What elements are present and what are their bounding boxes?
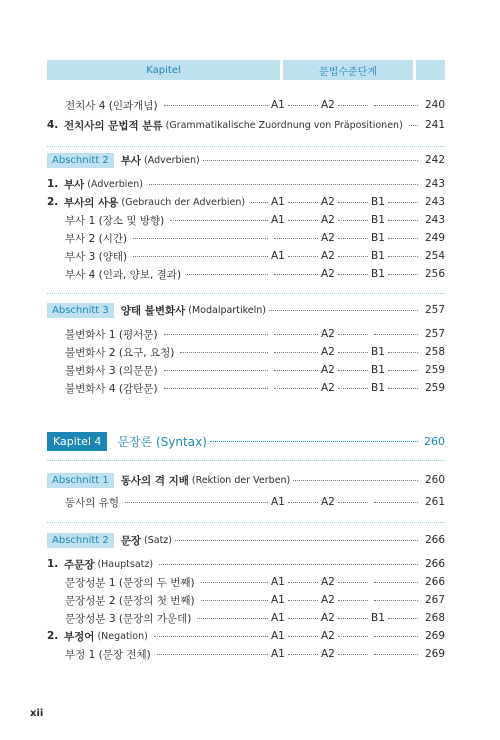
level-a2: A2 — [321, 594, 335, 606]
level-slot — [371, 232, 421, 244]
section-german-title: (Satz) — [144, 534, 173, 546]
dotted-leader — [288, 618, 318, 619]
level-columns — [271, 612, 421, 624]
level-slot — [371, 334, 421, 335]
header-niveau: 문법수준단계 — [283, 60, 413, 80]
page-number: xii — [30, 708, 44, 719]
dotted-leader — [388, 370, 418, 371]
entry-page-number: 267 — [424, 594, 445, 606]
dotted-leader — [274, 370, 318, 371]
level-slot — [271, 250, 321, 262]
dotted-leader — [288, 582, 318, 583]
level-columns — [271, 364, 421, 376]
dotted-leader — [338, 582, 368, 583]
dotted-leader — [164, 105, 268, 106]
dotted-leader — [288, 256, 318, 257]
level-a2: A2 — [321, 196, 335, 208]
dotted-leader — [388, 618, 418, 619]
entry-page-number: 266 — [424, 576, 445, 588]
entry-korean-title: 부사 4 (인과, 양보, 결과) — [65, 268, 182, 281]
entry-title — [47, 327, 161, 342]
entry-title — [47, 593, 198, 608]
level-slot — [371, 502, 421, 503]
entry-title — [47, 249, 130, 264]
dotted-leader — [288, 202, 318, 203]
dotted-leader — [251, 202, 268, 203]
dotted-leader — [374, 502, 418, 503]
level-b1: B1 — [371, 346, 385, 358]
level-slot — [321, 250, 371, 262]
dotted-leader — [388, 238, 418, 239]
entry-korean-title: 동사의 유형 — [65, 496, 120, 509]
section-heading[interactable] — [47, 301, 445, 319]
level-slot — [271, 196, 321, 208]
level-a1: A1 — [271, 196, 285, 208]
entry-title — [47, 267, 184, 282]
separator — [47, 146, 445, 147]
toc-entry[interactable] — [47, 175, 445, 193]
entry-korean-title: 문장성분 1 (문장의 두 번째) — [65, 576, 195, 589]
entry-title — [47, 195, 248, 210]
entry-korean-title: 부사의 사용 — [64, 196, 119, 209]
dotted-leader — [374, 105, 418, 106]
toc-entry[interactable] — [47, 325, 445, 343]
level-slot — [271, 274, 321, 275]
toc-entry[interactable] — [47, 555, 445, 573]
entry-number: 1. — [47, 558, 59, 570]
dotted-leader — [149, 184, 418, 185]
dotted-leader — [338, 238, 368, 239]
section-page-number: 257 — [424, 304, 445, 316]
level-columns — [271, 382, 421, 394]
dotted-leader — [288, 220, 318, 221]
toc-entry[interactable] — [47, 116, 445, 134]
level-slot — [271, 496, 321, 508]
toc-entry[interactable] — [47, 193, 445, 211]
level-a2: A2 — [321, 99, 335, 111]
level-a1: A1 — [271, 99, 285, 111]
entry-german-title: (Gebrauch der Adverbien) — [121, 196, 246, 208]
toc-entry[interactable] — [47, 96, 445, 114]
entry-title — [47, 611, 194, 626]
section-korean-title: 양태 불변화사 — [120, 304, 186, 317]
level-slot — [271, 594, 321, 606]
level-slot — [321, 612, 371, 624]
dotted-leader — [210, 441, 418, 442]
dotted-leader — [274, 334, 318, 335]
toc-entry[interactable] — [47, 211, 445, 229]
dotted-leader — [338, 105, 368, 106]
level-columns — [271, 214, 421, 226]
entry-page-number: 254 — [424, 250, 445, 262]
level-a1: A1 — [271, 612, 285, 624]
entry-title — [47, 345, 177, 360]
dotted-leader — [388, 352, 418, 353]
entry-page-number: 256 — [424, 268, 445, 280]
level-a2: A2 — [321, 612, 335, 624]
level-slot — [271, 214, 321, 226]
dotted-leader — [338, 202, 368, 203]
level-slot — [271, 388, 321, 389]
dotted-leader — [133, 256, 268, 257]
dotted-leader — [338, 654, 368, 655]
level-slot — [371, 196, 421, 208]
entry-title — [47, 231, 130, 246]
entry-korean-title: 부정 1 (문장 전체) — [65, 648, 151, 661]
dotted-leader — [154, 636, 268, 637]
level-a2: A2 — [321, 232, 335, 244]
level-b1: B1 — [371, 214, 385, 226]
level-slot — [271, 352, 321, 353]
entry-korean-title: 전치사 4 (인과개념) — [65, 99, 158, 112]
chapter-heading[interactable] — [47, 431, 445, 451]
level-b1: B1 — [371, 364, 385, 376]
level-slot — [271, 630, 321, 642]
level-a2: A2 — [321, 250, 335, 262]
entry-number: 1. — [47, 178, 59, 190]
dotted-leader — [187, 274, 268, 275]
entry-korean-title: 주문장 — [64, 558, 95, 571]
level-slot — [371, 612, 421, 624]
section-page-number: 260 — [424, 474, 445, 486]
entry-korean-title: 부사 3 (양태) — [65, 250, 128, 263]
dotted-leader — [374, 636, 418, 637]
level-columns — [271, 594, 421, 606]
entry-title — [47, 629, 151, 644]
level-b1: B1 — [371, 268, 385, 280]
entry-number: 2. — [47, 630, 59, 642]
header-tail — [416, 60, 445, 80]
dotted-leader — [274, 352, 318, 353]
level-columns — [271, 496, 421, 508]
level-slot — [321, 496, 371, 508]
toc-entry[interactable] — [47, 645, 445, 663]
toc-entry[interactable] — [47, 265, 445, 283]
level-columns — [271, 99, 421, 111]
level-slot — [321, 382, 371, 394]
entry-german-title: (Hauptsatz) — [97, 558, 154, 570]
level-a2: A2 — [321, 576, 335, 588]
dotted-leader — [338, 502, 368, 503]
toc-entry[interactable] — [47, 609, 445, 627]
dotted-leader — [374, 334, 418, 335]
level-a2: A2 — [321, 364, 335, 376]
level-columns — [271, 268, 421, 280]
level-columns — [271, 346, 421, 358]
entry-page-number: 259 — [424, 364, 445, 376]
level-slot — [321, 364, 371, 376]
level-slot — [321, 268, 371, 280]
dotted-leader — [157, 654, 268, 655]
dotted-leader — [388, 220, 418, 221]
level-slot — [271, 576, 321, 588]
level-slot — [321, 196, 371, 208]
level-slot — [271, 334, 321, 335]
section-german-title: (Adverbien) — [144, 154, 200, 166]
entry-korean-title: 불변화사 1 (평서문) — [65, 328, 158, 341]
dotted-leader — [269, 310, 418, 311]
level-a2: A2 — [321, 496, 335, 508]
toc-entry[interactable] — [47, 591, 445, 609]
level-b1: B1 — [371, 196, 385, 208]
entry-korean-title: 부정어 — [64, 630, 95, 643]
section-heading[interactable] — [47, 531, 445, 549]
dotted-leader — [409, 125, 418, 126]
dotted-leader — [274, 388, 318, 389]
entry-korean-title: 불변화사 4 (감탄문) — [65, 382, 158, 395]
dotted-leader — [374, 600, 418, 601]
section-heading[interactable] — [47, 151, 445, 169]
separator — [47, 460, 445, 461]
dotted-leader — [288, 654, 318, 655]
dotted-leader — [388, 256, 418, 257]
section-tag: Abschnitt 2 — [47, 533, 114, 548]
level-a2: A2 — [321, 268, 335, 280]
toc-entry[interactable] — [47, 573, 445, 591]
level-b1: B1 — [371, 382, 385, 394]
dotted-leader — [388, 202, 418, 203]
dotted-leader — [338, 370, 368, 371]
dotted-leader — [164, 388, 268, 389]
level-slot — [271, 238, 321, 239]
level-a1: A1 — [271, 214, 285, 226]
level-slot — [371, 636, 421, 637]
entry-title — [47, 647, 154, 662]
entry-korean-title: 전치사의 문법적 분류 — [64, 119, 163, 132]
entry-page-number: 258 — [424, 346, 445, 358]
dotted-leader — [288, 636, 318, 637]
level-b1: B1 — [371, 612, 385, 624]
dotted-leader — [338, 636, 368, 637]
entry-page-number: 266 — [424, 558, 445, 570]
entry-korean-title: 부사 2 (시간) — [65, 232, 128, 245]
entry-page-number: 269 — [424, 648, 445, 660]
entry-number: 2. — [47, 196, 59, 208]
entry-korean-title: 문장성분 2 (문장의 첫 번째) — [65, 594, 195, 607]
level-a1: A1 — [271, 576, 285, 588]
entry-title — [47, 98, 161, 113]
entry-page-number: 268 — [424, 612, 445, 624]
dotted-leader — [180, 352, 268, 353]
level-columns — [271, 648, 421, 660]
dotted-leader — [293, 480, 418, 481]
level-columns — [271, 630, 421, 642]
section-tag: Abschnitt 2 — [47, 153, 114, 168]
dotted-leader — [274, 238, 318, 239]
dotted-leader — [159, 564, 418, 565]
level-a2: A2 — [321, 328, 335, 340]
entry-page-number: 249 — [424, 232, 445, 244]
level-columns — [271, 196, 421, 208]
level-slot — [371, 582, 421, 583]
dotted-leader — [288, 600, 318, 601]
dotted-leader — [338, 388, 368, 389]
dotted-leader — [338, 618, 368, 619]
chapter-page-number: 260 — [424, 434, 445, 448]
level-slot — [321, 214, 371, 226]
section-heading[interactable] — [47, 471, 445, 489]
entry-page-number: 243 — [424, 178, 445, 190]
dotted-leader — [338, 334, 368, 335]
section-korean-title: 동사의 격 지배 — [120, 474, 189, 487]
level-b1: B1 — [371, 250, 385, 262]
entry-title — [47, 118, 406, 133]
dotted-leader — [288, 105, 318, 106]
entry-korean-title: 불변화사 2 (요구, 요청) — [65, 346, 175, 359]
entry-page-number: 269 — [424, 630, 445, 642]
level-a2: A2 — [321, 214, 335, 226]
section-tag: Abschnitt 3 — [47, 303, 114, 318]
entry-title — [47, 363, 161, 378]
level-a1: A1 — [271, 630, 285, 642]
entry-title — [47, 213, 167, 228]
level-slot — [321, 232, 371, 244]
level-a1: A1 — [271, 594, 285, 606]
entry-page-number: 243 — [424, 214, 445, 226]
dotted-leader — [374, 654, 418, 655]
entry-page-number: 241 — [424, 119, 445, 131]
level-a1: A1 — [271, 648, 285, 660]
level-a2: A2 — [321, 648, 335, 660]
dotted-leader — [338, 274, 368, 275]
dotted-leader — [338, 352, 368, 353]
level-a2: A2 — [321, 382, 335, 394]
dotted-leader — [197, 618, 268, 619]
dotted-leader — [288, 502, 318, 503]
level-columns — [271, 250, 421, 262]
level-slot — [371, 250, 421, 262]
dotted-leader — [170, 220, 268, 221]
chapter-tag: Kapitel 4 — [47, 432, 107, 451]
level-slot — [271, 370, 321, 371]
entry-korean-title: 부사 1 (장소 및 방향) — [65, 214, 165, 227]
level-slot — [321, 99, 371, 111]
level-slot — [271, 612, 321, 624]
toc-entry[interactable] — [47, 343, 445, 361]
level-columns — [271, 328, 421, 340]
dotted-leader — [133, 238, 268, 239]
dotted-leader — [274, 274, 318, 275]
level-slot — [371, 364, 421, 376]
entry-german-title: (Adverbien) — [87, 178, 143, 190]
level-slot — [371, 268, 421, 280]
level-columns — [271, 576, 421, 588]
entry-german-title: (Grammatikalische Zuordnung von Präpositionen) — [165, 119, 403, 131]
dotted-leader — [374, 582, 418, 583]
header-kapitel: Kapitel — [47, 60, 280, 80]
level-slot — [321, 346, 371, 358]
entry-title — [47, 575, 198, 590]
section-page-number: 266 — [424, 534, 445, 546]
entry-german-title: (Negation) — [97, 630, 148, 642]
entry-korean-title: 부사 — [64, 178, 85, 191]
toc-entry[interactable] — [47, 229, 445, 247]
level-slot — [321, 328, 371, 340]
level-a2: A2 — [321, 346, 335, 358]
entry-page-number: 240 — [424, 99, 445, 111]
dotted-leader — [388, 274, 418, 275]
level-a2: A2 — [321, 630, 335, 642]
dotted-leader — [201, 582, 268, 583]
toc-entry[interactable] — [47, 379, 445, 397]
dotted-leader — [125, 502, 268, 503]
dotted-leader — [388, 388, 418, 389]
toc-entry[interactable] — [47, 627, 445, 645]
level-columns — [271, 232, 421, 244]
level-slot — [371, 600, 421, 601]
section-page-number: 242 — [424, 154, 445, 166]
separator — [47, 293, 445, 294]
level-slot — [321, 648, 371, 660]
level-slot — [371, 382, 421, 394]
dotted-leader — [164, 334, 268, 335]
level-slot — [321, 594, 371, 606]
level-a1: A1 — [271, 496, 285, 508]
dotted-leader — [175, 540, 418, 541]
dotted-leader — [338, 600, 368, 601]
dotted-leader — [338, 220, 368, 221]
section-german-title: (Rektion der Verben) — [191, 474, 291, 486]
entry-page-number: 261 — [424, 496, 445, 508]
chapter-title: 문장론 (Syntax) — [117, 434, 207, 449]
level-slot — [371, 654, 421, 655]
entry-title — [47, 381, 161, 396]
entry-korean-title: 불변화사 3 (의문문) — [65, 364, 158, 377]
entry-page-number: 243 — [424, 196, 445, 208]
entry-page-number: 257 — [424, 328, 445, 340]
dotted-leader — [338, 256, 368, 257]
level-slot — [271, 99, 321, 111]
entry-title — [47, 177, 146, 192]
toc-entry[interactable] — [47, 493, 445, 511]
dotted-leader — [203, 160, 418, 161]
level-slot — [371, 214, 421, 226]
section-tag: Abschnitt 1 — [47, 473, 114, 488]
level-slot — [321, 630, 371, 642]
section-korean-title: 문장 — [120, 534, 142, 547]
level-b1: B1 — [371, 232, 385, 244]
dotted-leader — [201, 600, 268, 601]
entry-page-number: 259 — [424, 382, 445, 394]
level-slot — [321, 576, 371, 588]
level-slot — [371, 346, 421, 358]
entry-korean-title: 문장성분 3 (문장의 가운데) — [65, 612, 192, 625]
level-slot — [271, 648, 321, 660]
level-slot — [371, 105, 421, 106]
toc-entry[interactable] — [47, 247, 445, 265]
entry-title — [47, 495, 122, 510]
separator — [47, 522, 445, 523]
dotted-leader — [164, 370, 268, 371]
section-korean-title: 부사 — [120, 154, 142, 167]
entry-title — [47, 557, 156, 572]
section-german-title: (Modalpartikeln) — [188, 304, 266, 316]
entry-number: 4. — [47, 119, 59, 131]
level-a1: A1 — [271, 250, 285, 262]
toc-entry[interactable] — [47, 361, 445, 379]
